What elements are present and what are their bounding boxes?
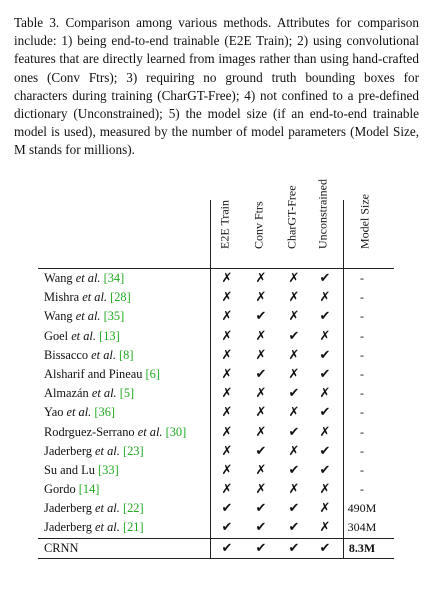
table-row [38,269,394,288]
table-row [38,403,394,422]
citation-link[interactable]: [23] [122,443,144,458]
model-size-value: - [360,462,364,477]
table-caption: Table 3. Comparison among various methods. Attributes for comparison include: 1) being end-to-end trainable (E2E Train); 2) using convolutional features that are directly learned from images rather than using hand-crafted ones (Conv Ftrs); 3) requiring no ground truth bounding boxes for characters during training (CharGT-Free); 4) not confined to a pre-defined dictionary (Unconstrained); 5) the model size (if an end-to-end trainable model is used), measured by the number of model parameters (Model Size, M stands for millions). [14,15,419,158]
cross-mark: ✗ [288,346,300,362]
model-size-value: 490M [347,501,377,516]
table-row [38,365,394,384]
method-name: Su and Lu [33] [44,462,119,477]
table-row [38,518,394,537]
cross-mark: ✗ [221,481,233,497]
citation-link[interactable]: [22] [122,501,144,516]
table-row [38,384,394,403]
check-mark: ✔ [255,308,267,324]
citation-link[interactable]: [6] [145,366,160,381]
check-mark: ✔ [319,270,331,285]
method-name: Almazán et al. [5] [44,386,135,401]
method-name: CRNN [44,540,79,555]
check-mark: ✔ [288,423,300,439]
cross-mark: ✗ [288,404,300,420]
method-name: Wang et al. [34] [44,271,125,285]
check-mark: ✔ [319,404,331,420]
check-mark: ✔ [319,539,331,555]
header-e2e-train: E2E Train [217,199,232,249]
table-row [38,442,394,461]
check-mark: ✔ [221,519,233,535]
citation-link[interactable]: [35] [103,309,125,324]
check-mark: ✔ [319,365,331,381]
method-name: Jaderberg et al. [21] [44,520,144,535]
cross-mark: ✗ [221,327,233,343]
header-chargt-free: CharGT-Free [284,185,299,249]
model-size-value: - [360,386,364,401]
check-mark: ✔ [288,539,300,555]
table-row [38,423,394,442]
cross-mark: ✗ [319,423,331,439]
model-size-value: - [360,309,364,324]
model-size-value: 304M [347,520,377,535]
method-name: Jaderberg et al. [23] [44,443,144,458]
method-name: Mishra et al. [28] [44,290,131,305]
citation-link[interactable]: [34] [103,271,125,285]
cross-mark: ✗ [255,481,267,497]
citation-link[interactable]: [13] [99,328,120,343]
citation-link[interactable]: [28] [110,290,131,305]
method-name: Bissacco et al. [8] [44,347,134,362]
comparison-table [38,179,394,559]
cross-mark: ✗ [221,404,233,420]
check-mark: ✔ [288,327,300,343]
check-mark: ✔ [221,539,233,555]
cross-mark: ✗ [221,289,233,305]
cross-mark: ✗ [221,423,233,439]
model-size-value: - [360,290,364,305]
model-size-value: - [360,424,364,439]
model-size-value: - [360,366,364,381]
check-mark: ✔ [255,519,267,535]
table-row-crnn [38,539,394,558]
table-row [38,327,394,346]
cross-mark: ✗ [221,442,233,458]
table-row [38,499,394,518]
check-mark: ✔ [255,365,267,381]
citation-link[interactable]: [8] [119,347,134,362]
cross-mark: ✗ [288,481,300,497]
cross-mark: ✗ [288,442,300,458]
cross-mark: ✗ [319,385,331,401]
header-unconstrained: Unconstrained [315,179,330,249]
table-row [38,480,394,499]
check-mark: ✔ [221,500,233,516]
cross-mark: ✗ [319,500,331,516]
cross-mark: ✗ [319,519,331,535]
citation-link[interactable]: [30] [165,424,187,439]
method-name: Rodrguez-Serrano et al. [30] [44,424,187,439]
cross-mark: ✗ [288,308,300,324]
check-mark: ✔ [319,442,331,458]
cross-mark: ✗ [288,365,300,381]
model-size-value: - [360,328,364,343]
table-row [38,288,394,307]
citation-link[interactable]: [36] [94,405,116,420]
method-name: Gordo [14] [44,482,100,497]
cross-mark: ✗ [255,404,267,420]
cross-mark: ✗ [255,327,267,343]
model-size-value: - [360,482,364,497]
cross-mark: ✗ [319,289,331,305]
cross-mark: ✗ [288,270,300,285]
check-mark: ✔ [255,539,267,555]
check-mark: ✔ [255,500,267,516]
check-mark: ✔ [319,461,331,477]
method-name: Alsharif and Pineau [6] [44,366,160,381]
check-mark: ✔ [255,442,267,458]
model-size-value: - [360,271,364,285]
cross-mark: ✗ [255,385,267,401]
citation-link[interactable]: [14] [78,482,100,497]
cross-mark: ✗ [319,481,331,497]
model-size-value: - [360,347,364,362]
header-conv-ftrs: Conv Ftrs [251,201,266,249]
table-header [38,179,394,268]
check-mark: ✔ [288,385,300,401]
cross-mark: ✗ [221,346,233,362]
check-mark: ✔ [319,346,331,362]
model-size-value: - [360,443,364,458]
cross-mark: ✗ [255,289,267,305]
cross-mark: ✗ [221,385,233,401]
method-name: Wang et al. [35] [44,309,125,324]
citation-link[interactable]: [21] [122,520,144,535]
cross-mark: ✗ [255,270,267,285]
cross-mark: ✗ [255,346,267,362]
model-size-value: 8.3M [348,540,376,555]
table-row [38,461,394,480]
cross-mark: ✗ [255,423,267,439]
check-mark: ✔ [319,308,331,324]
method-name: Goel et al. [13] [44,328,120,343]
cross-mark: ✗ [319,327,331,343]
table-row [38,346,394,365]
cross-mark: ✗ [221,308,233,324]
cross-mark: ✗ [221,461,233,477]
citation-link[interactable]: [33] [98,462,119,477]
citation-link[interactable]: [5] [119,386,135,401]
cross-mark: ✗ [221,365,233,381]
cross-mark: ✗ [288,289,300,305]
bottom-rule [38,558,394,559]
header-model-size: Model Size [357,194,372,249]
method-name: Yao et al. [36] [44,405,116,420]
method-name: Jaderberg et al. [22] [44,501,144,516]
check-mark: ✔ [288,461,300,477]
cross-mark: ✗ [255,461,267,477]
check-mark: ✔ [288,500,300,516]
check-mark: ✔ [288,519,300,535]
model-size-value: - [360,405,364,420]
table-row [38,307,394,326]
cross-mark: ✗ [221,270,233,285]
table-body [38,268,394,559]
